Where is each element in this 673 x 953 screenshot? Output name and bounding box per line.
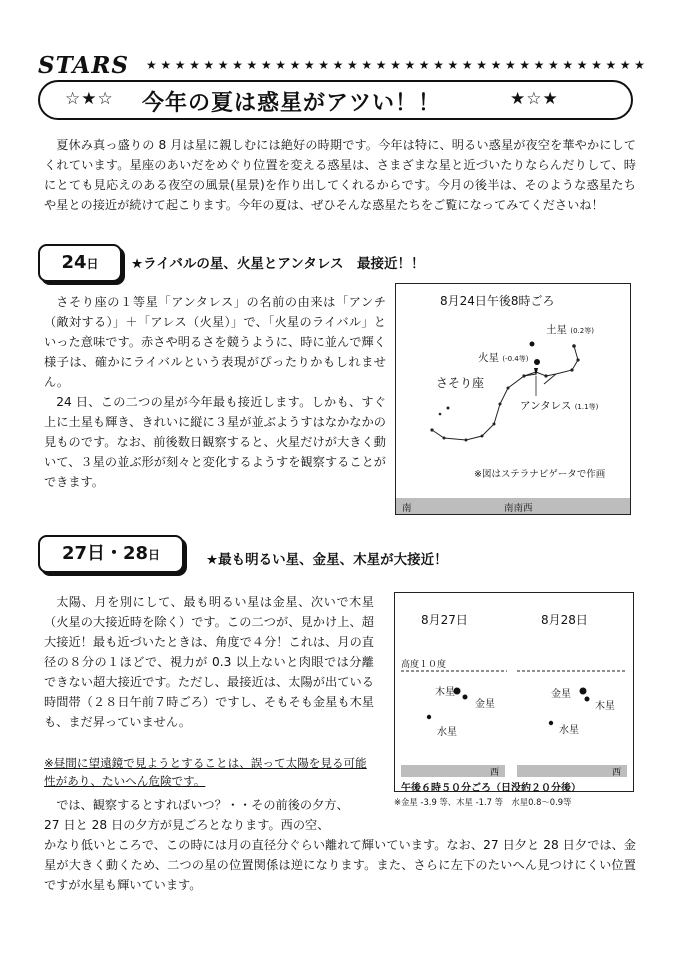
scorpius-star-chart [395,283,631,515]
date-number: 27日・28 [61,543,149,564]
saturn-magnitude: (0.2等) [570,327,594,335]
warning-note [44,754,374,790]
jupiter-label-27: 木星 [435,687,455,698]
date-unit: 日 [86,257,99,271]
horizon-bar-28 [517,765,627,777]
paragraph-line: 27 日と 28 日の夕方が見ごろとなります。西の空、 [44,818,330,832]
venus-jupiter-chart [394,592,634,792]
horizon-bar-27 [401,765,505,777]
mars-magnitude: (-0.4等) [502,355,529,363]
page-title: 今年の夏は惑星がアツい！！ [142,91,442,116]
banner-stars-right: ★☆★ [510,89,559,109]
intro-text: 夏休み真っ盛りの 8 月は星に親しむには絶好の時期です。今年は特に、明るい惑星が夜空を華やかにしてくれています。星座のあいだをめぐり位置を変える惑星は、さまざまな星と近づいたりならんだりして、時にとても見応えのある夜空の風景(星景)を作り出してくれるからです。今月の後半は、そのような惑星たちや星との接近が続けて起こります。今年の夏は、ぜひそんな惑星たちをご覧になってみてくださいね！ [44,138,636,212]
intro-paragraph [44,135,636,215]
section-body [44,592,374,732]
direction-south: 南 [402,503,412,514]
mars-label [478,350,528,365]
mars-name: 火星 [478,352,499,364]
mercury-label-28: 水星 [559,725,579,736]
brand-title: STARS [38,52,130,79]
paragraph: 24 日、この二つの星が今年最も接近します。しかも、すぐ上に土星も輝き、きれいに縦に３星が並ぶようすはなかなかの見ものです。なお、前後数日観察すると、火星だけが大きく動いて、３星の並ぶ形が刻々と変化するようすを観察することができます。 [44,395,386,489]
saturn-name: 土星 [546,324,567,336]
direction-ssw: 南南西 [504,503,533,514]
date-number: 24 [61,252,87,273]
direction-west: 西 [489,768,499,778]
paragraph: かなり低いところで、この時には月の直径分ぐらい離れて輝いています。なお、27 日夕と 28 日夕では、金星が大きく動くため、二つの星の位置関係は逆になります。また、さらに左下のたいへん見つけにくい位置ですが水星も輝いています。 [44,838,636,892]
section-body-continued [44,795,636,895]
date-unit: 日 [148,548,161,562]
altitude-label: 高度１０度 [401,660,447,670]
section-heading: ★最も明るい星、金星、木星が大接近！ [206,552,448,568]
paragraph-line: では、観察するとすればいつ？・・その前後の夕方、 [56,798,349,812]
antares-label [520,398,598,413]
date-badge-24 [38,244,122,282]
antares-magnitude: (1.1等) [574,403,599,411]
observation-time: 午後６時５０分ごろ（日没約２０分後） [401,783,581,794]
magnitude-note: ※金星 -3.9 等、木星 -1.7 等 水星0.8～0.9等 [394,797,572,807]
jupiter-label-28: 木星 [595,701,615,712]
paragraph: さそり座の１等星「アンタレス」の名前の由来は「アンチ（敵対する）」＋「アレス（火星）」で、「火星のライバル」といった意味です。赤さや明るさを競うように、時に並んで輝く様子は、確かにライバルという表現がぴったりかもしれません。 [44,295,386,389]
planet-diagram [395,593,633,791]
antares-name: アンタレス [520,400,572,412]
paragraph: 太陽、月を別にして、最も明るい星は金星、次いで木星（火星の大接近時を除く）です。この二つが、見かけ上、超大接近！最も近づいたときは、角度で４分！これは、月の直径の８分の１ほどで、視力が 0.3 以上ないと肉眼では分離できない超大接近です。ただし、最接近は、太陽が出ている時間帯（２８日午前７時ごろ）ですし、そもそも金星も木星も、まだ昇っていません。 [44,595,374,729]
chart-credit: ※図はステラナビゲータで作画 [474,469,606,480]
horizon-bar [396,498,630,514]
section-heading: ★ライバルの星、火星とアンタレス 最接近！！ [131,256,425,272]
direction-west: 西 [611,768,621,778]
warning-text: ※昼間に望遠鏡で見ようとすることは、誤って太陽を見る可能性があり、たいへん危険です。 [44,756,367,788]
saturn-label [546,322,594,337]
venus-label-28: 金星 [551,689,571,700]
decorative-star-row: ★★★★★★★★★★★★★★★★★★★★★★★★★★★★★★★★★★★ [146,58,649,72]
date-badge-27-28 [38,535,184,573]
venus-label-27: 金星 [475,699,495,710]
banner-stars-left: ☆★☆ [65,89,114,109]
section-body [44,292,386,492]
chart-day-28: 8月28日 [541,613,588,627]
scorpius-label: さそり座 [436,376,485,390]
chart-title: 8月24日午後8時ごろ [440,294,555,308]
mercury-label-27: 水星 [437,727,457,738]
chart-day-27: 8月27日 [421,613,468,627]
